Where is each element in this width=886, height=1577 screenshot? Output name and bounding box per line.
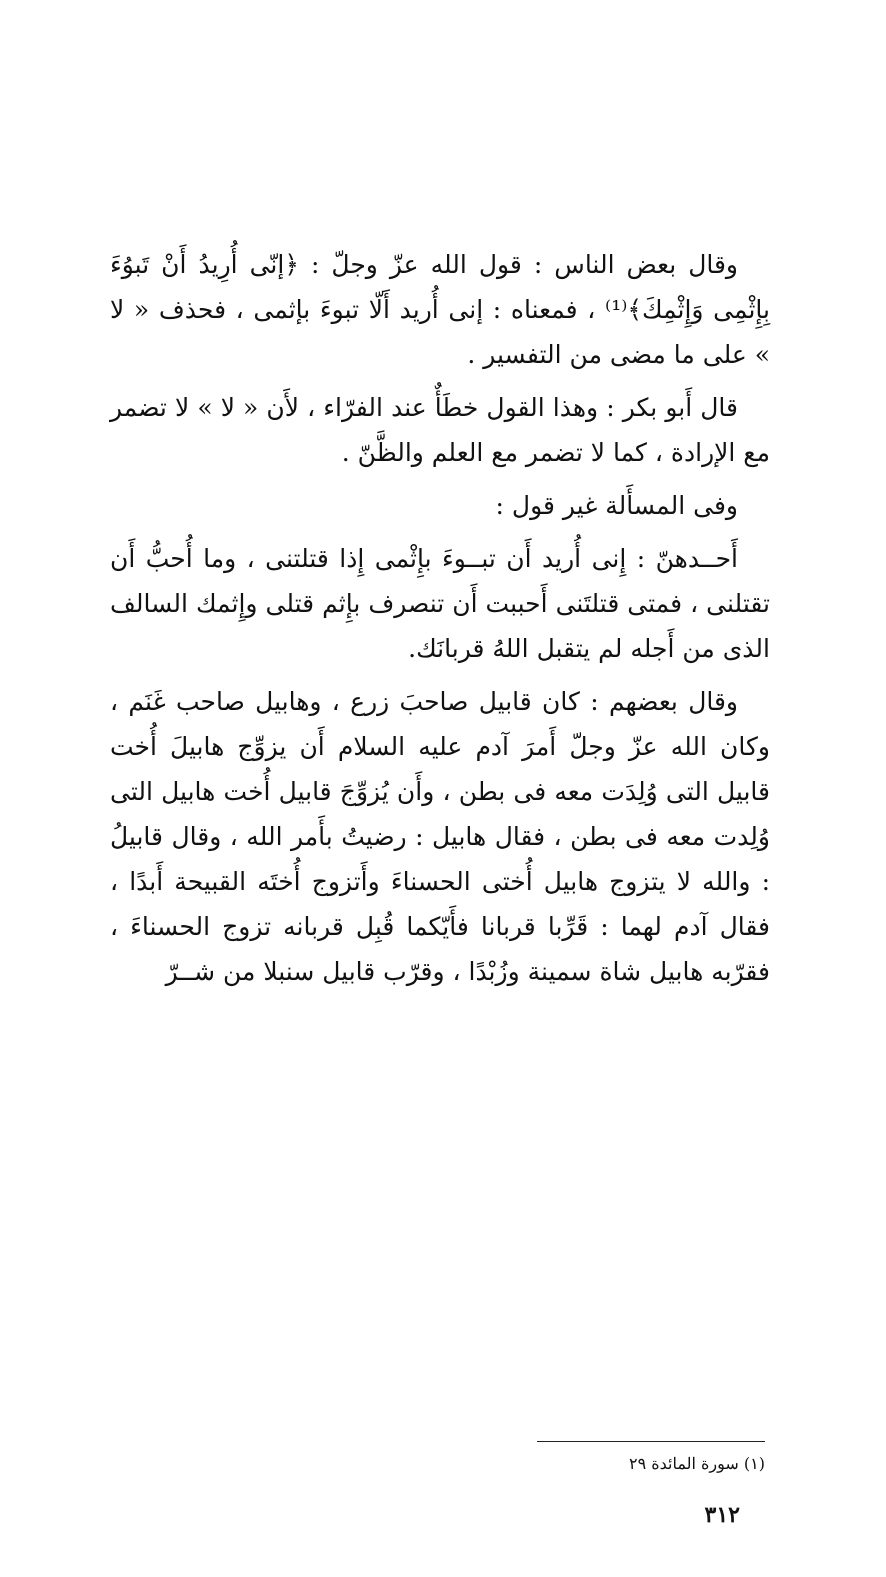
footnote: (١) سورة المائدة ٢٩ (629, 1454, 765, 1473)
page-number: ٣١٢ (704, 1502, 740, 1528)
paragraph-1: وقال بعض الناس : قول الله عزّ وجلّ : ﴿إنّى أُرِيدُ أَنْ تَبوُءَ بِإِثْمِى وَإِثْمِكَ﴾⁽¹⁾ ، فمعناه : إنى أُريد أَلّا تبوءَ بإثمى ، فحذف « لا » على ما مضى من التفسير . (110, 250, 770, 369)
paragraph-4: أَحــدهنّ : إِنى أُريد أَن تبــوءَ بإِثْمى إِذا قتلتنى ، وما أُحبُّ أَن تقتلنى ، فمتى قتلتَنى أَحببت أَن تنصرف بإِثم قتلى وإِثمك السالف الذى من أَجله لم يتقبل اللهُ قربانَك. (110, 544, 770, 663)
body-text (110, 242, 770, 1002)
paragraph-5: وقال بعضهم : كان قابيل صاحبَ زرع ، وهابيل صاحب غَنَم ، وكان الله عزّ وجلّ أَمرَ آدم عليه السلام أَن يزوِّج هابيلَ أُخت قابيل التى وُلِدَت معه فى بطن ، وأَن يُزوِّجَ قابيل أُخت هابيل التى وُلِدت معه فى بطن ، فقال هابيل : رضيتُ بأَمر الله ، وقال قابيلُ : والله لا يتزوج هابيل أُختى الحسناءَ وأَتزوج أُختَه القبيحة أَبدًا ، فقال آدم لهما : قَرِّبا قربانا فأَيّكما قُبِل قربانه تزوج الحسناءَ ، فقرّبه هابيل شاة سمينة وزُبْدًا ، وقرّب قابيل سنبلا من شــرّ (110, 687, 770, 986)
footnote-divider (537, 1441, 765, 1442)
paragraph-3: وفى المسأَلة غير قول : (495, 491, 738, 520)
paragraph-2: قال أَبو بكر : وهذا القول خطَأٌ عند الفرّاء ، لأَن « لا » لا تضمر مع الإرادة ، كما لا تضمر مع العلم والظَّنّ . (110, 393, 770, 467)
